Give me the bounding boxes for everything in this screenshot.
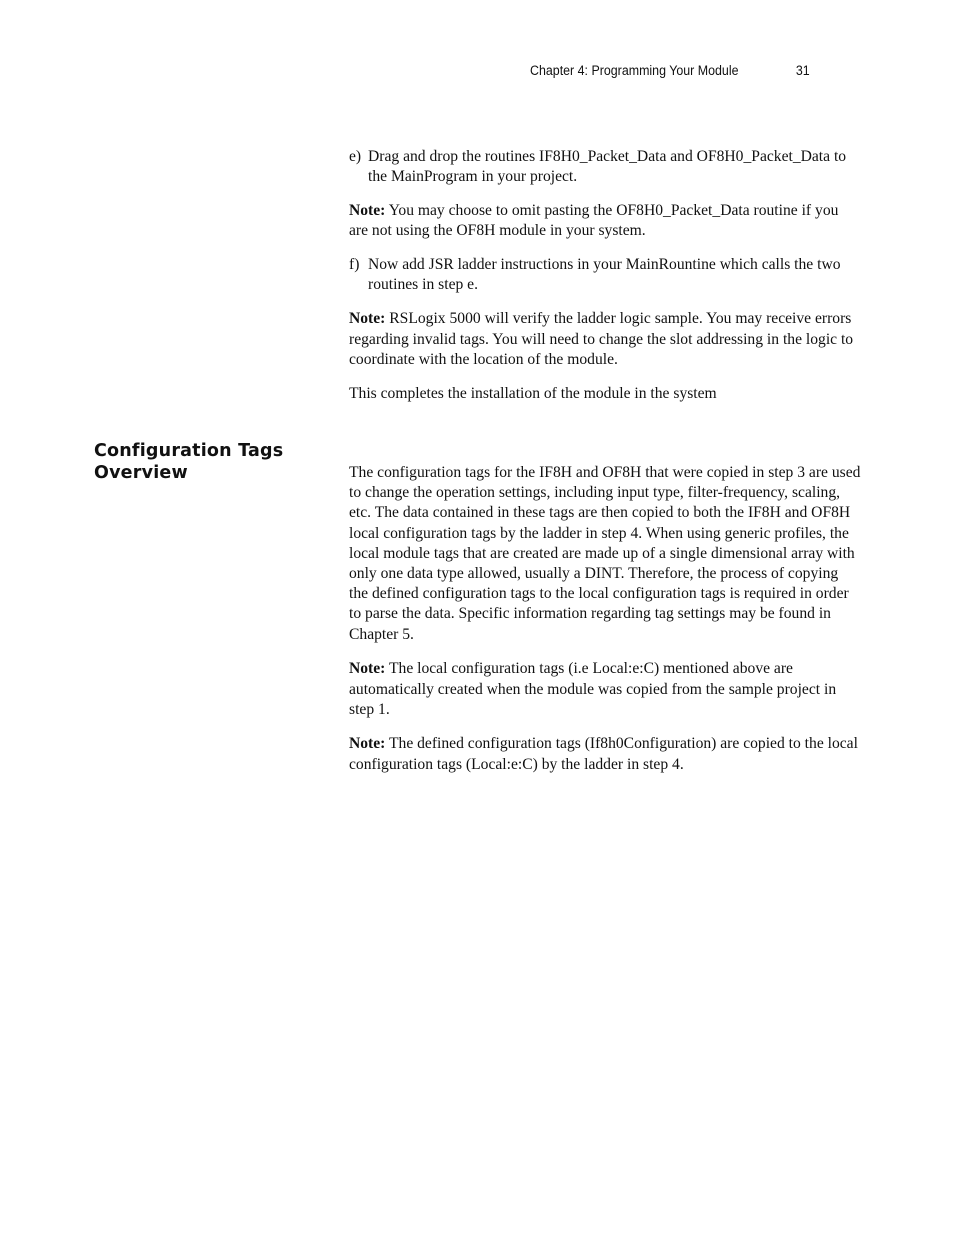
note-text: The defined configuration tags (If8h0Configuration) are copied to the local configuration tags (Local:e:C) by the ladder in step 4. bbox=[349, 735, 858, 773]
step-f-marker: f) bbox=[349, 256, 360, 274]
note-text: The local configuration tags (i.e Local:e:C) mentioned above are automatically created when the module was copied from the sample project in step 1. bbox=[349, 660, 837, 718]
note-defined-config-tags bbox=[349, 734, 861, 774]
completion-text: This completes the installation of the module in the system bbox=[349, 384, 717, 402]
note-label: Note: bbox=[349, 310, 386, 328]
note-text: You may choose to omit pasting the OF8H0_Packet_Data routine if you are not using the OF8H module in your system. bbox=[349, 202, 839, 240]
step-e-text: Drag and drop the routines IF8H0_Packet_Data and OF8H0_Packet_Data to the MainProgram in your project. bbox=[368, 148, 847, 186]
installation-steps bbox=[349, 147, 861, 417]
note-label: Note: bbox=[349, 660, 386, 678]
section-heading bbox=[94, 440, 309, 484]
step-f bbox=[349, 255, 861, 296]
note-label: Note: bbox=[349, 735, 386, 753]
chapter-title: Chapter 4: Programming Your Module bbox=[530, 63, 739, 78]
note-text: RSLogix 5000 will verify the ladder logic sample. You may receive errors regarding invalid tags. You will need to change the slot addressing in the logic to coordinate with the location of the module. bbox=[349, 310, 854, 368]
step-e-marker: e) bbox=[349, 148, 362, 165]
running-header bbox=[530, 63, 834, 81]
note-local-config-tags bbox=[349, 659, 861, 720]
section-heading-line-2: Overview bbox=[94, 463, 188, 483]
section-heading-line-1: Configuration Tags bbox=[94, 441, 284, 461]
note-rslogix-verify bbox=[349, 309, 861, 370]
section-body bbox=[349, 463, 861, 789]
step-e bbox=[349, 147, 861, 188]
page-number: 31 bbox=[795, 63, 810, 78]
step-f-text: Now add JSR ladder instructions in your MainRountine which calls the two routines in step e. bbox=[368, 256, 841, 294]
note-omit-routine bbox=[349, 201, 861, 242]
note-label: Note: bbox=[349, 202, 386, 220]
section-paragraph: The configuration tags for the IF8H and OF8H that were copied in step 3 are used to change the operation settings, including input type, filter-frequency, scaling, etc. The data contained in these tags are then copied to both the IF8H and OF8H local configuration tags by the ladder in step 4. When using generic profiles, the local module tags that are created are made up of a single dimensional array with only one data type allowed, usually a DINT. Therefore, the process of copying the defined configuration tags to the local configuration tags is required in order to parse the data. Specific information regarding tag settings may be found in Chapter 5. bbox=[349, 464, 861, 643]
